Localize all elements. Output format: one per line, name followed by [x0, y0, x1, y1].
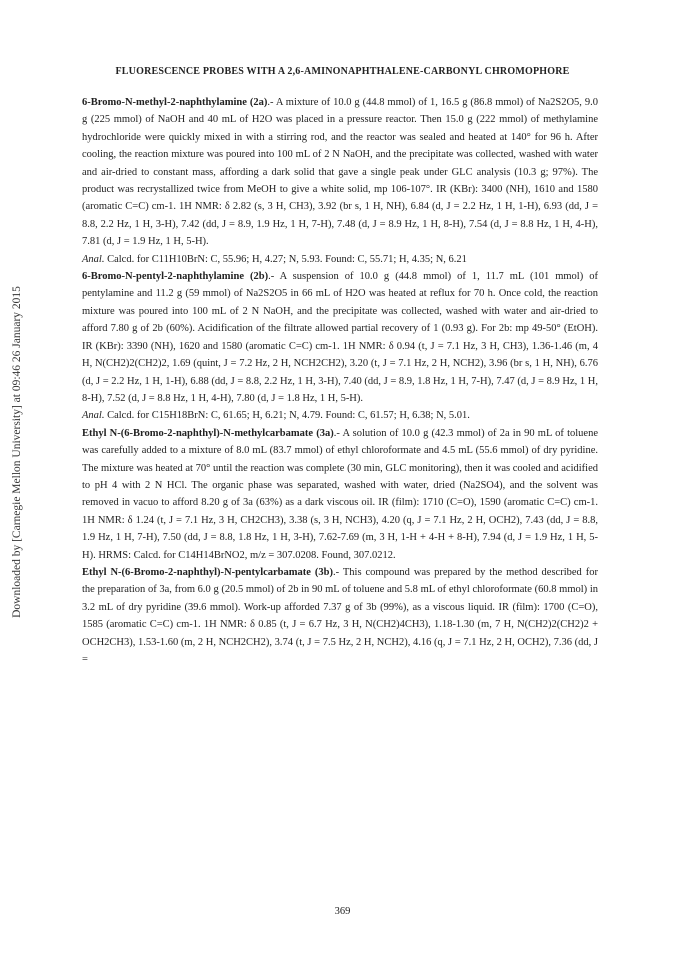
- paragraph-anal-2b: [82, 407, 598, 424]
- paragraph-2b: [82, 268, 598, 407]
- download-watermark-text: Downloaded by [Carnegie Mellon University] at 09:46 26 January 2015: [11, 286, 23, 618]
- page-number: 369: [334, 906, 351, 917]
- running-head: FLUORESCENCE PROBES WITH A 2,6-AMINONAPHTHALENE-CARBONYL CHROMOPHORE: [115, 66, 570, 77]
- paragraph-text: .- A mixture of 10.0 g (44.8 mmol) of 1, 16.5 g (86.8 mmol) of Na2S2O5, 9.0 g (225 mmol) of NaOH and 40 mL of H2O was placed in a pressure reactor. Then 15.0 g (222 mmol) of methylamine hydrochloride were quickly mixed in with a stirring rod, and the reactor was sealed and heated at 140° for 96 h. After cooling, the reaction mixture was poured into 100 mL of 2 N NaOH, and the precipitate was collected, washed with water and air-dried to constant mass, affording a dark solid that gave a single peak under GLC analysis (10.3 g; 97%). The product was recrystallized twice from MeOH to give a white solid, mp 106-107°. IR (KBr): 3400 (NH), 1610 and 1580 (aromatic C=C) cm-1. 1H NMR: δ 2.82 (s, 3 H, CH3), 3.92 (br s, 1 H, NH), 6.84 (d, J = 2.2 Hz, 1 H, 1-H), 6.93 (dd, J = 8.8, 2.2 Hz, 1 H, 3-H), 7.42 (dd, J = 8.9, 1.9 Hz, 1 H, 7-H), 7.48 (d, J = 8.9 Hz, 1 H, 8-H), 7.54 (d, J = 8.8 Hz, 1 H, 4-H), 7.81 (d, J = 1.9 Hz, 1 H, 5-H).: [82, 97, 598, 248]
- compound-heading: 6-Bromo-N-pentyl-2-naphthylamine (2b): [82, 271, 269, 283]
- article-body: [82, 94, 598, 668]
- compound-heading: Ethyl N-(6-Bromo-2-naphthyl)-N-methylcarbamate (3a): [82, 427, 334, 439]
- compound-heading: 6-Bromo-N-methyl-2-naphthylamine (2a): [82, 97, 268, 108]
- paragraph-text: Calcd. for C11H10BrN: C, 55.96; H, 4.27; N, 5.93. Found: C, 55.71; H, 4.35; N, 6.21: [104, 253, 467, 265]
- paragraph-text: Calcd. for C15H18BrN: C, 61.65; H, 6.21; N, 4.79. Found: C, 61.57; H, 6.38; N, 5.01.: [104, 410, 470, 422]
- paragraph-text: .- This compound was prepared by the method described for the preparation of 3a, from 6.0 g (20.5 mmol) of 2b in 90 mL of toluene and 5.8 mL of ethyl chloroformate (60.8 mmol) in 3.2 mL of dry pyridine (39.6 mmol). Work-up afforded 7.37 g of 3b (99%), as a viscous liquid. IR (film): 1700 (C=O), 1585 (aromatic C=C) cm-1. 1H NMR: δ 0.85 (t, J = 6.7 Hz, 3 H, N(CH2)4CH3), 1.18-1.30 (m, 7 H, N(CH2)2(CH2)2 + OCH2CH3), 1.53-1.60 (m, 2 H, NCH2CH2), 3.74 (t, J = 7.5 Hz, 2 H, NCH2), 4.16 (q, J = 7.1 Hz, 2 H, OCH2), 7.36 (dd, J =: [82, 566, 598, 665]
- paragraph-anal-2a: [82, 251, 598, 268]
- anal-label: Anal.: [82, 253, 105, 265]
- paragraph-2a: [82, 94, 598, 251]
- compound-heading: Ethyl N-(6-Bromo-2-naphthyl)-N-pentylcarbamate (3b): [82, 566, 333, 578]
- paragraph-text: .- A solution of 10.0 g (42.3 mmol) of 2a in 90 mL of toluene was carefully added to a mixture of 8.0 mL (83.7 mmol) of ethyl chloroformate and 4.5 mL (55.6 mmol) of dry pyridine. The mixture was heated at 70° until the reaction was complete (30 min, GLC monitoring), then it was cooled and acidified to pH 4 with 2 N HCl. The organic phase was separated, washed with water, dried (Na2SO4), and the solvent was removed in vacuo to afford 8.20 g of 3a (63%) as a dark viscous oil. IR (film): 1710 (C=O), 1590 (aromatic C=C) cm-1. 1H NMR: δ 1.24 (t, J = 7.1 Hz, 3 H, CH2CH3), 3.38 (s, 3 H, NCH3), 4.20 (q, J = 7.1 Hz, 2 H, OCH2), 7.43 (dd, J = 8.8, 1.9 Hz, 1 H, 7-H), 7.50 (dd, J = 8.8, 1.8 Hz, 1 H, 3-H), 7.62-7.69 (m, 3 H, 1-H + 4-H + 8-H), 7.94 (d, J = 1.9 Hz, 1 H, 5-H). HRMS: Calcd. for C14H14BrNO2, m/z = 307.0208. Found, 307.0212.: [82, 427, 598, 561]
- paragraph-3a: [82, 425, 598, 564]
- anal-label: Anal.: [82, 410, 105, 422]
- download-watermark: [9, 172, 25, 732]
- paragraph-3b: [82, 564, 598, 668]
- paragraph-text: .- A suspension of 10.0 g (44.8 mmol) of 1, 11.7 mL (101 mmol) of pentylamine and 11.2 g (59 mmol) of Na2S2O5 in 66 mL of H2O was heated at reflux for 70 h. Once cold, the reaction mixture was poured into 100 mL of 2 N NaOH, and the precipitate was collected, washed with water and air-dried to afford 7.80 g of 2b (60%). Acidification of the filtrate allowed partial recovery of 1 (0.93 g). For 2b: mp 49-50° (EtOH). IR (KBr): 3390 (NH), 1620 and 1580 (aromatic C=C) cm-1. 1H NMR: δ 0.94 (t, J = 7.1 Hz, 3 H, CH3), 1.36-1.46 (m, 4 H, N(CH2)2(CH2)2, 1.69 (quint, J = 7.2 Hz, 2 H, NCH2CH2), 3.20 (t, J = 7.1 Hz, 2 H, NCH2), 3.96 (br s, 1 H, NH), 6.76 (d, J = 2.2 Hz, 1 H, 1-H), 6.88 (dd, J = 8.8, 2.2 Hz, 1 H, 3-H), 7.40 (dd, J = 8.9, 1.8 Hz, 1 H, 7-H), 7.47 (d, J = 8.9 Hz, 1 H, 8-H), 7.52 (d, J = 8.8 Hz, 1 H, 4-H), 7.80 (d, J = 1.8 Hz, 1 H, 5-H).: [82, 271, 598, 404]
